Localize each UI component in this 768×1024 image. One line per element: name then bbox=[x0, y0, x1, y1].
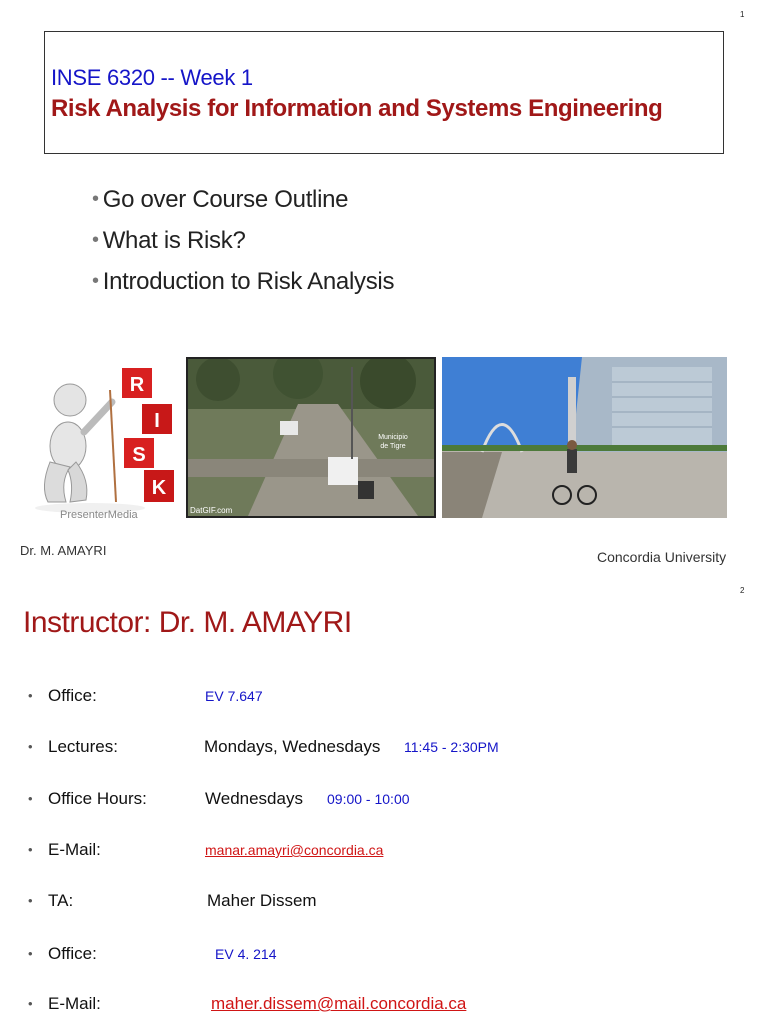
info-row-ta-email bbox=[28, 994, 748, 1018]
bullet-list bbox=[92, 183, 394, 306]
video-caption-line2: de Tigre bbox=[380, 443, 406, 450]
info-label: E-Mail: bbox=[48, 994, 101, 1013]
risk-block-s: S bbox=[132, 444, 146, 466]
info-label: Office Hours: bbox=[48, 789, 147, 808]
cyclist-image bbox=[442, 357, 727, 518]
info-label: Lectures: bbox=[48, 737, 118, 756]
info-label: E-Mail: bbox=[48, 840, 101, 859]
bullet-icon: • bbox=[28, 791, 33, 806]
info-row-lectures bbox=[28, 737, 748, 761]
bullet-icon: • bbox=[92, 229, 99, 251]
bullet-text: Introduction to Risk Analysis bbox=[102, 268, 395, 295]
info-row-ta bbox=[28, 891, 748, 915]
course-code: INSE 6320 -- Week 1 bbox=[51, 65, 253, 90]
risk-figure-image bbox=[30, 362, 180, 522]
bullet-item bbox=[92, 224, 394, 265]
info-value: Wednesdays bbox=[205, 789, 303, 808]
presentermedia-watermark: PresenterMedia bbox=[60, 509, 138, 521]
bullet-icon: • bbox=[28, 739, 33, 754]
risk-block-i: I bbox=[154, 410, 160, 432]
footer-author: Dr. M. AMAYRI bbox=[20, 543, 107, 558]
bullet-item bbox=[92, 265, 394, 306]
info-value: Maher Dissem bbox=[207, 891, 317, 910]
info-label: TA: bbox=[48, 891, 74, 910]
bullet-icon: • bbox=[28, 946, 33, 961]
page-number: 2 bbox=[740, 586, 745, 595]
video-caption-line1: Municipio bbox=[378, 434, 408, 441]
risk-block-k: K bbox=[151, 477, 167, 499]
bullet-text: Go over Course Outline bbox=[102, 186, 349, 213]
bullet-text: What is Risk? bbox=[102, 227, 246, 254]
info-row-office bbox=[28, 686, 748, 710]
email-link[interactable]: maher.dissem@mail.concordia.ca bbox=[211, 994, 467, 1013]
bullet-icon: • bbox=[28, 688, 33, 703]
bullet-icon: • bbox=[92, 270, 99, 292]
title-box bbox=[44, 31, 724, 154]
page-number: 1 bbox=[740, 10, 745, 19]
slide-title: Instructor: Dr. M. AMAYRI bbox=[23, 606, 352, 639]
info-row-ta-office bbox=[28, 944, 748, 968]
info-value: EV 4. 214 bbox=[215, 946, 277, 962]
datgif-watermark: DatGIF.com bbox=[190, 506, 233, 515]
risk-block-r: R bbox=[129, 374, 145, 396]
bullet-item bbox=[92, 183, 394, 224]
info-value: Mondays, Wednesdays bbox=[204, 737, 381, 756]
bullet-icon: • bbox=[28, 893, 33, 908]
info-label: Office: bbox=[48, 944, 97, 963]
info-label: Office: bbox=[48, 686, 97, 705]
bullet-icon: • bbox=[28, 842, 33, 857]
info-time: 09:00 - 10:00 bbox=[327, 791, 410, 807]
info-row-email bbox=[28, 840, 748, 864]
email-link[interactable]: manar.amayri@concordia.ca bbox=[205, 842, 384, 858]
info-value: EV 7.647 bbox=[205, 688, 263, 704]
info-time: 11:45 - 2:30PM bbox=[404, 739, 499, 755]
bullet-icon: • bbox=[92, 188, 99, 210]
course-title: Risk Analysis for Information and Systems Engineering bbox=[51, 95, 663, 122]
info-row-office-hours bbox=[28, 789, 748, 813]
bullet-icon: • bbox=[28, 996, 33, 1011]
road-crossing-image bbox=[186, 357, 436, 518]
footer-university: Concordia University bbox=[597, 549, 727, 565]
